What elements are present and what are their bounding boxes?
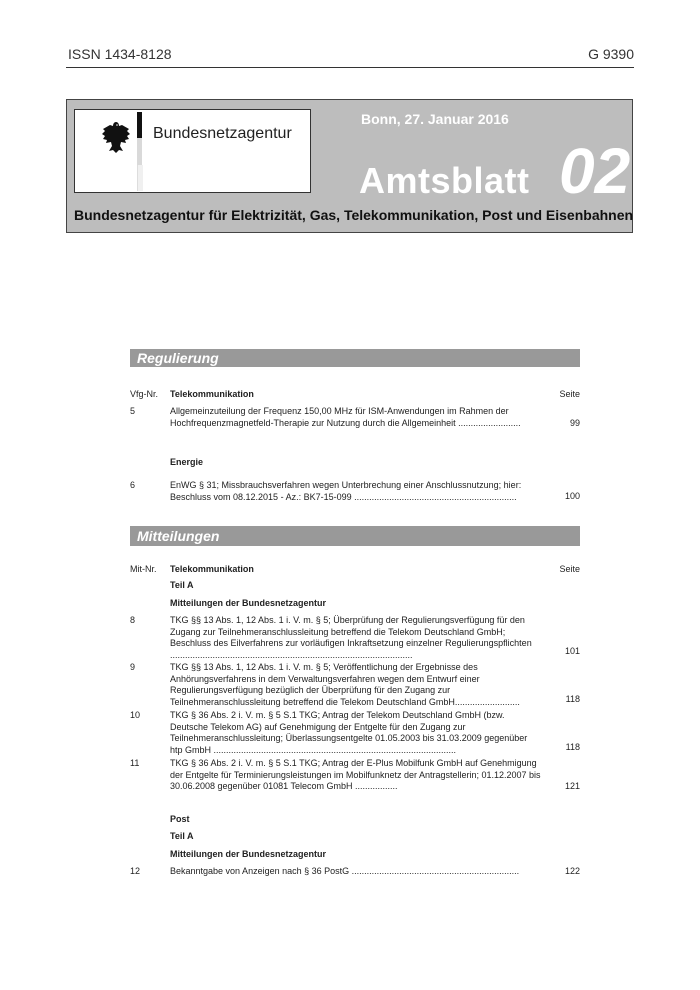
col-header-number: Vfg-Nr. [130, 389, 159, 399]
logo-text: Bundesnetzagentur [153, 125, 292, 142]
publication-title: Amtsblatt [359, 160, 530, 201]
entry-page: 118 [565, 694, 580, 704]
heading-mitteilungen-bna: Mitteilungen der Bundesnetzagentur [170, 849, 327, 859]
section-header-mitteilungen: Mitteilungen [130, 526, 580, 546]
flag-bar-black [137, 112, 142, 138]
col-header-number: Mit-Nr. [130, 564, 157, 574]
entry-number: 11 [130, 758, 140, 768]
entry-text: TKG §§ 13 Abs. 1, 12 Abs. 1 i. V. m. § 5; Überprüfung der Regulierungsverfügung für den Zugang zur Teilnehmeranschlussleitung betreffend die Telekom Deutschland GmbH; Beschluss des Eilverfahrens zur vorläufigen Inkraftsetzung einzelner Regulierungspflichten ................................................................................................. [170, 615, 532, 660]
flag-bar-gold [137, 165, 143, 191]
entry-text: Allgemeinzuteilung der Frequenz 150,00 MHz für ISM-Anwendungen im Rahmen der Hochfrequenzmagnetfeld-Therapie zur Nutzung durch die Allgemeinheit ......................... [170, 406, 521, 428]
heading-teil-a: Teil A [170, 831, 194, 841]
entry-number: 9 [130, 662, 136, 672]
entry-text: TKG § 36 Abs. 2 i. V. m. § 5 S.1 TKG; Antrag der Telekom Deutschland GmbH (bzw. Deutsche Telekom AG) auf Genehmigung der Entgelte für den Zugang zur Teilnehmeranschlussleitung; Überlassungsentgelte 01.05.2003 bis 31.03.2009 gegenüber htp GmbH ................................................................................................. [170, 710, 528, 755]
entry-number: 12 [130, 866, 141, 876]
entry-number: 5 [130, 406, 136, 416]
entry-page: 100 [564, 491, 580, 501]
section-header-regulierung: Regulierung [130, 349, 580, 367]
g-number: G 9390 [588, 46, 634, 62]
entry-text: Bekanntgabe von Anzeigen nach § 36 PostG ................................................................... [170, 866, 520, 876]
issue-date: Bonn, 27. Januar 2016 [361, 111, 509, 127]
col-header-page: Seite [559, 564, 580, 574]
masthead [66, 99, 633, 233]
entry-page: 101 [564, 646, 580, 656]
heading-energie: Energie [170, 457, 204, 467]
entry-page: 121 [564, 781, 580, 791]
entry-page: 118 [565, 742, 580, 752]
federal-eagle-icon [101, 120, 131, 154]
entry-number: 8 [130, 615, 136, 625]
issn-number: ISSN 1434-8128 [68, 46, 172, 62]
entry-number: 10 [130, 710, 141, 720]
heading-telekommunikation: Telekommunikation [170, 389, 254, 399]
entry-page: 99 [569, 418, 580, 428]
flag-bar-red [137, 138, 142, 165]
entry-text: TKG §§ 13 Abs. 1, 12 Abs. 1 i. V. m. § 5; Veröffentlichung der Ergebnisse des Anhörungsverfahrens in dem Verwaltungsverfahren wegen dem Entwurf einer Regulierungsverfügung bezüglich der Überprüfung für den Zugang zur Teilnehmeranschlussleitung betreffend die Telekom Deutschland GmbH.......................... [170, 662, 520, 707]
entry-text: TKG § 36 Abs. 2 i. V. m. § 5 S.1 TKG; Antrag der E-Plus Mobilfunk GmbH auf Genehmigung der Entgelte für Terminierungsleistungen im Mobilfunknetz der Antragstellerin; 01.12.2007 bis 30.06.2008 gegenüber 01081 Telecom GmbH ................. [170, 758, 541, 791]
top-rule [66, 67, 634, 68]
heading-telekommunikation: Telekommunikation [170, 564, 254, 574]
heading-mitteilungen-bna: Mitteilungen der Bundesnetzagentur [170, 598, 327, 608]
col-header-page: Seite [559, 389, 580, 399]
publication-subtitle: Bundesnetzagentur für Elektrizität, Gas, Telekommunikation, Post und Eisenbahnen [74, 207, 634, 223]
entry-number: 6 [130, 480, 136, 490]
heading-teil-a: Teil A [170, 580, 194, 590]
entry-text: EnWG § 31; Missbrauchsverfahren wegen Unterbrechung einer Anschlussnutzung; hier: Beschluss vom 08.12.2015 - Az.: BK7-15-099 ................................................................. [170, 480, 522, 502]
entry-page: 122 [564, 866, 580, 876]
heading-post: Post [170, 814, 190, 824]
issue-number: 02 [559, 135, 631, 207]
bnetza-logo [74, 109, 311, 193]
